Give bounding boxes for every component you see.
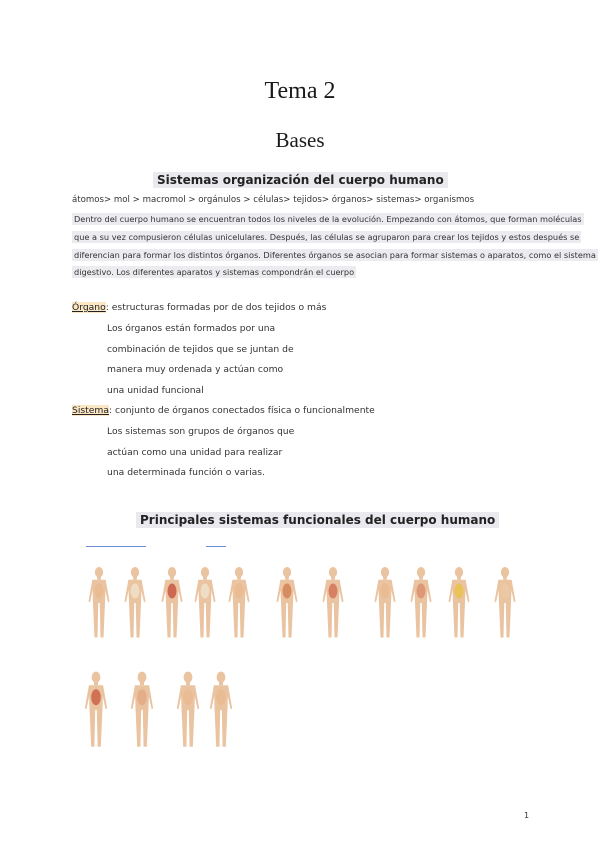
- body-figure: [80, 660, 112, 760]
- paragraph-line: Dentro del cuerpo humano se encuentran todos los niveles de la evolución. Empezando con átomos, que forman moléculas: [74, 214, 582, 224]
- term-organo: Órgano: [72, 302, 106, 313]
- definition-organo-line: manera muy ordenada y actúan como: [107, 364, 284, 375]
- figure-rule: [206, 546, 226, 547]
- definition-organo-line: combinación de tejidos que se juntan de: [107, 344, 294, 355]
- body-figure: [157, 553, 187, 653]
- body-figure: [318, 553, 348, 653]
- definition-sistema-line: actúan como una unidad para realizar: [107, 447, 283, 458]
- definition-sistema-text: : conjunto de órganos conectados física o funcionalmente: [109, 405, 375, 416]
- paragraph-line: que a su vez compusieron células unicelulares. Después, las células se agruparon para crear los tejidos y estos después se: [74, 232, 580, 242]
- definition-organo-line: una unidad funcional: [107, 385, 204, 396]
- body-figure: [490, 553, 520, 653]
- body-figure: [120, 553, 150, 653]
- page-subtitle: Bases: [275, 128, 325, 152]
- body-figure: [370, 553, 400, 653]
- definition-sistema-line: una determinada función o varias.: [107, 467, 266, 478]
- paragraph-line: digestivo. Los diferentes aparatos y sistemas compondrán el cuerpo: [74, 267, 355, 277]
- section-heading-sistemas: Sistemas organización del cuerpo humano: [153, 172, 448, 188]
- term-sistema: Sistema: [72, 405, 110, 416]
- body-figure: [190, 553, 220, 653]
- body-figure: [224, 553, 254, 653]
- figure-rule: [86, 546, 146, 547]
- body-figure: [272, 553, 302, 653]
- body-figure: [205, 660, 237, 760]
- body-figure: [126, 660, 158, 760]
- definition-sistema-line: Los sistemas son grupos de órganos que: [107, 426, 295, 437]
- section-heading-principales: Principales sistemas funcionales del cuerpo humano: [136, 512, 499, 528]
- page-number: 1: [524, 811, 530, 820]
- definition-organo-text: : estructuras formadas por de dos tejidos o más: [105, 302, 327, 313]
- definition-organo-line: Los órganos están formados por una: [107, 323, 276, 334]
- definition-sistema: [72, 405, 375, 416]
- body-figure: [444, 553, 474, 653]
- body-figure: [172, 660, 204, 760]
- body-figure: [84, 553, 114, 653]
- page-title: Tema 2: [264, 78, 336, 104]
- paragraph-line: diferencian para formar los distintos órganos. Diferentes órganos se asocian para formar sistemas o aparatos, como el sistema: [74, 250, 596, 260]
- body-figure: [406, 553, 436, 653]
- definition-organo: [72, 302, 326, 313]
- organization-chain: átomos> mol > macromol > orgánulos > células> tejidos> órganos> sistemas> organismos: [72, 195, 475, 205]
